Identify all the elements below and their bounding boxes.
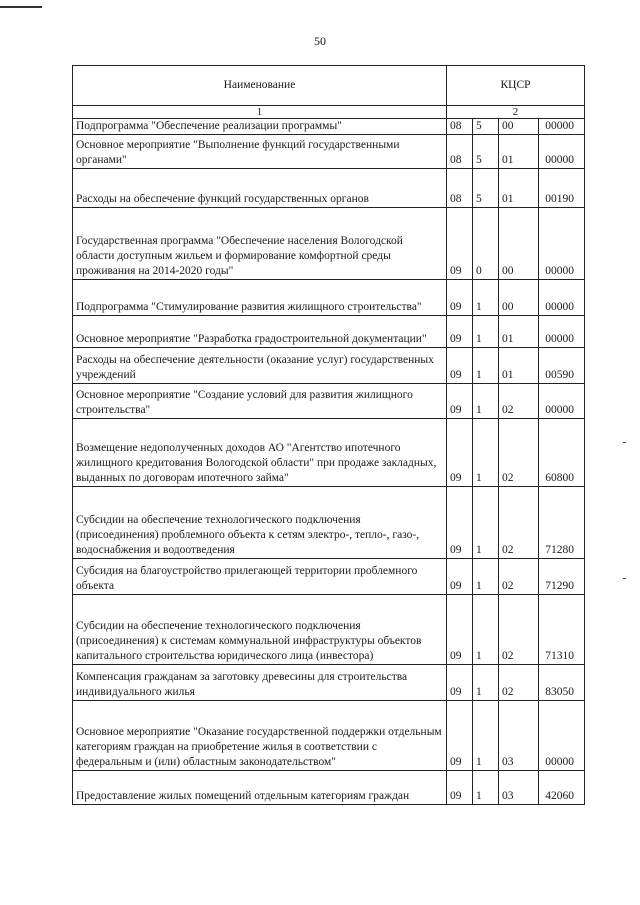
code-program: 08 xyxy=(447,169,473,208)
code-subprogram: 1 xyxy=(473,771,499,805)
table-row xyxy=(73,119,585,135)
code-event: 02 xyxy=(499,595,539,665)
table-row xyxy=(73,595,585,665)
row-name: Субсидии на обеспечение технологического подключения (присоединения) к системам коммунальной инфраструктуры объектов капитального строительства юридического лица (инвестора) xyxy=(73,595,447,665)
table-row xyxy=(73,316,585,348)
row-name: Государственная программа "Обеспечение населения Вологодской области доступным жильем и формирование комфортной среды проживания на 2014-2020 годы" xyxy=(73,208,447,280)
column-number-row xyxy=(73,106,585,119)
code-event: 01 xyxy=(499,316,539,348)
code-event: 00 xyxy=(499,119,539,135)
code-direction: 71310 xyxy=(539,595,585,665)
code-program: 09 xyxy=(447,419,473,487)
code-direction: 00000 xyxy=(539,135,585,169)
code-subprogram: 1 xyxy=(473,280,499,316)
table-row xyxy=(73,419,585,487)
code-event: 02 xyxy=(499,419,539,487)
code-subprogram: 1 xyxy=(473,487,499,559)
code-program: 09 xyxy=(447,771,473,805)
code-subprogram: 1 xyxy=(473,419,499,487)
budget-classification-table xyxy=(72,65,585,805)
header-row xyxy=(73,66,585,106)
code-event: 03 xyxy=(499,701,539,771)
row-name: Возмещение недополученных доходов АО "Агентство ипотечного жилищного кредитования Вологодской области" при продаже закладных, выданных по договорам ипотечного займа" xyxy=(73,419,447,487)
code-direction: 00000 xyxy=(539,119,585,135)
code-program: 08 xyxy=(447,119,473,135)
code-direction: 00000 xyxy=(539,316,585,348)
code-event: 01 xyxy=(499,169,539,208)
code-direction: 00000 xyxy=(539,208,585,280)
code-subprogram: 5 xyxy=(473,119,499,135)
row-name: Предоставление жилых помещений отдельным категориям граждан xyxy=(73,771,447,805)
code-subprogram: 5 xyxy=(473,169,499,208)
header-name: Наименование xyxy=(73,66,447,106)
code-direction: 83050 xyxy=(539,665,585,701)
code-program: 09 xyxy=(447,384,473,419)
row-name: Основное мероприятие "Разработка градостроительной документации" xyxy=(73,316,447,348)
code-program: 08 xyxy=(447,135,473,169)
code-event: 02 xyxy=(499,559,539,595)
code-event: 01 xyxy=(499,135,539,169)
code-direction: 00590 xyxy=(539,348,585,384)
code-subprogram: 1 xyxy=(473,384,499,419)
row-name: Компенсация гражданам за заготовку древесины для строительства индивидуального жилья xyxy=(73,665,447,701)
code-event: 03 xyxy=(499,771,539,805)
code-event: 00 xyxy=(499,280,539,316)
code-direction: 00000 xyxy=(539,384,585,419)
row-name: Основное мероприятие "Оказание государственной поддержки отдельным категориям граждан на приобретение жилья в соответствии с федеральным и (или) областным законодательством" xyxy=(73,701,447,771)
code-program: 09 xyxy=(447,595,473,665)
page-number: 50 xyxy=(314,34,326,48)
code-program: 09 xyxy=(447,280,473,316)
table-row xyxy=(73,208,585,280)
code-subprogram: 1 xyxy=(473,701,499,771)
column-number-2: 2 xyxy=(447,106,585,119)
code-subprogram: 1 xyxy=(473,665,499,701)
row-name: Субсидия на благоустройство прилегающей территории проблемного объекта xyxy=(73,559,447,595)
column-number-1: 1 xyxy=(73,106,447,119)
table-row xyxy=(73,771,585,805)
margin-tick xyxy=(623,442,626,443)
row-name: Подпрограмма "Стимулирование развития жилищного строительства" xyxy=(73,280,447,316)
code-event: 02 xyxy=(499,487,539,559)
row-name: Субсидии на обеспечение технологического подключения (присоединения) проблемного объекта к сетям электро-, тепло-, газо-, водоснабжения и водоотведения xyxy=(73,487,447,559)
code-event: 02 xyxy=(499,665,539,701)
table-row xyxy=(73,280,585,316)
scan-edge-mark xyxy=(0,6,42,8)
code-direction: 42060 xyxy=(539,771,585,805)
header-kcsr: КЦСР xyxy=(447,66,585,106)
code-program: 09 xyxy=(447,348,473,384)
code-program: 09 xyxy=(447,208,473,280)
table-row xyxy=(73,135,585,169)
code-program: 09 xyxy=(447,559,473,595)
table-row xyxy=(73,384,585,419)
code-direction: 00000 xyxy=(539,701,585,771)
code-program: 09 xyxy=(447,316,473,348)
table-row xyxy=(73,559,585,595)
row-name: Расходы на обеспечение деятельности (оказание услуг) государственных учреждений xyxy=(73,348,447,384)
code-program: 09 xyxy=(447,487,473,559)
code-direction: 60800 xyxy=(539,419,585,487)
row-name: Расходы на обеспечение функций государственных органов xyxy=(73,169,447,208)
code-direction: 71290 xyxy=(539,559,585,595)
code-event: 00 xyxy=(499,208,539,280)
table-row xyxy=(73,169,585,208)
margin-tick xyxy=(623,578,626,579)
row-name: Подпрограмма "Обеспечение реализации программы" xyxy=(73,119,447,135)
code-subprogram: 1 xyxy=(473,595,499,665)
code-direction: 00000 xyxy=(539,280,585,316)
code-subprogram: 5 xyxy=(473,135,499,169)
table-row xyxy=(73,665,585,701)
code-direction: 71280 xyxy=(539,487,585,559)
code-subprogram: 0 xyxy=(473,208,499,280)
code-subprogram: 1 xyxy=(473,316,499,348)
code-program: 09 xyxy=(447,665,473,701)
code-program: 09 xyxy=(447,701,473,771)
code-direction: 00190 xyxy=(539,169,585,208)
code-event: 01 xyxy=(499,348,539,384)
table-row xyxy=(73,348,585,384)
row-name: Основное мероприятие "Создание условий для развития жилищного строительства" xyxy=(73,384,447,419)
code-subprogram: 1 xyxy=(473,348,499,384)
table-row xyxy=(73,487,585,559)
code-subprogram: 1 xyxy=(473,559,499,595)
code-event: 02 xyxy=(499,384,539,419)
row-name: Основное мероприятие "Выполнение функций государственными органами" xyxy=(73,135,447,169)
table-row xyxy=(73,701,585,771)
